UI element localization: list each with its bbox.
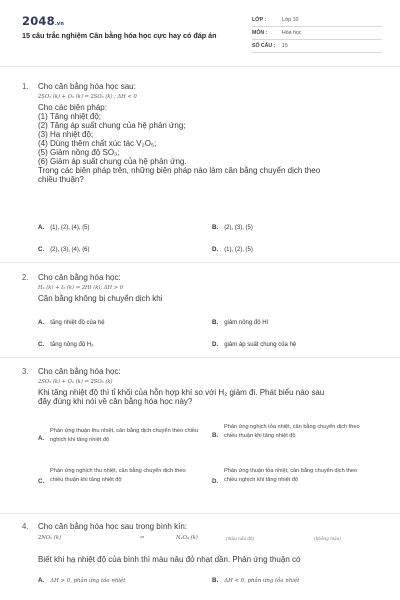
answer-option-c[interactable]: C. tăng nồng độ H₂ [38,341,94,348]
question-separator [0,513,400,514]
answer-option-a[interactable]: A. (1), (2), (4), (5) [38,224,90,231]
chemical-equation: 2SO₂ (k) + O₂ (k) ⇌ 2SO₃ (k) [38,379,113,385]
answer-option-d[interactable]: D. giảm áp suất chung của hệ [212,341,297,348]
question-line: Cho cân bằng hóa học: [38,273,121,282]
question-line: Cho cân bằng hóa học sau: [38,82,136,91]
question-line: Cho các biện pháp: [38,103,107,112]
question-line: đây đúng khi nói về cân bằng hóa học này? [38,397,193,406]
question-line: (1) Tăng nhiệt độ; [38,112,102,121]
answer-option-b[interactable]: B. (2), (3), (5) [212,224,253,231]
meta-class-row [252,14,382,27]
meta-subject-key: MÔN : [252,30,268,36]
question-number: 2. [22,273,29,282]
answer-option-c[interactable]: C. (2), (3), (4), (6) [38,246,90,253]
meta-class-key: LỚP : [252,17,267,23]
answer-option-a[interactable]: A. ΔH > 0, phản ứng tỏa nhiệt [38,577,126,584]
equation-note-left: (màu nâu đỏ) [226,536,255,541]
question-line: Cho cân bằng hóa học sau trong bình kín: [38,522,187,531]
meta-subject-value: Hóa học [282,30,302,36]
site-logo[interactable]: 2048.vn [22,14,65,28]
answer-option-b[interactable]: B. giảm nồng độ HI [212,319,269,326]
document-title: 15 câu trắc nghiệm Cân bằng hóa học cực hay có đáp án [22,31,217,40]
equation-note-right: (không màu) [314,536,341,541]
question-line: (5) Giảm nồng độ SO₃; [38,148,120,157]
chemical-equation: 2SO₂ (k) + O₂ (k) ⇌ 2SO₃ (k) ; ΔH < 0 [38,94,137,100]
answer-option-a[interactable]: A. tăng nhiệt độ của hệ [38,319,105,326]
question-separator [0,357,400,358]
question-line: Cho cân bằng hóa học: [38,367,121,376]
answer-option-b[interactable]: B. Phản ứng nghịch tỏa nhiệt, cân bằng chuyển dịch theo chiều thuận khi tăng nhiệt độ [212,424,360,439]
answer-option-b[interactable]: B. ΔH < 0, phản ứng tỏa nhiệt [212,577,300,584]
question-number: 1. [22,82,29,91]
meta-class-value: Lớp 10 [282,17,299,23]
question-line: Trong các biện pháp trên, những biện pháp nào làm cân bằng chuyển dịch theo [38,166,321,175]
meta-count-row [252,40,382,53]
question-line: Biết khi hạ nhiệt độ của bình thì màu nâu đỏ nhạt dần. Phản ứng thuận có [38,555,301,564]
answer-option-d[interactable]: D. (1), (2), (5) [212,246,253,253]
equation-right: N₂O₄ (k) [176,535,198,541]
document-meta [252,14,382,53]
meta-count-key: SỐ CÂU : [252,43,276,49]
question-line: (6) Giảm áp suất chung của hệ phản ứng. [38,157,187,166]
question-number: 4. [22,522,29,531]
question-line: (3) Hạ nhiệt độ; [38,130,94,139]
meta-subject-row [252,27,382,40]
question-number: 3. [22,367,29,376]
answer-option-d[interactable]: D. Phản ứng thuận tỏa nhiệt, cân bằng chuyển dịch theo chiều nghịch khi tăng nhiệt độ [212,468,358,485]
equation-arrow: ⇌ [140,535,145,541]
document-header [0,0,400,70]
question-line: Khi tăng nhiệt độ thì tỉ khối của hỗn hợp khí so với H₂ giảm đi. Phát biểu nào sau [38,388,325,397]
question-separator [0,262,400,263]
answer-option-c[interactable]: C. Phản ứng nghịch thu nhiệt, cân bằng chuyển dịch theo chiều thuận khi tăng nhiệt độ [38,468,186,485]
equation-left: 2NO₂ (k) [38,535,62,541]
question-line: chiều thuận? [38,175,84,184]
answer-option-a[interactable]: A. Phản ứng thuận thu nhiệt, cân bằng dịch chuyển theo chiều nghịch khi tăng nhiệt độ [38,428,199,443]
question-line: (2) Tăng áp suất chung của hệ phản ứng; [38,121,186,130]
question-line: Cân bằng không bị chuyển dịch khi [38,294,163,303]
question-line: (4) Dùng thêm chất xúc tác V₂O₅; [38,139,157,148]
chemical-equation: H₂ (k) + I₂ (k) ⇌ 2HI (k); ΔH > 0 [38,285,124,291]
header-divider [0,66,400,67]
meta-count-value: 15 [282,43,288,49]
